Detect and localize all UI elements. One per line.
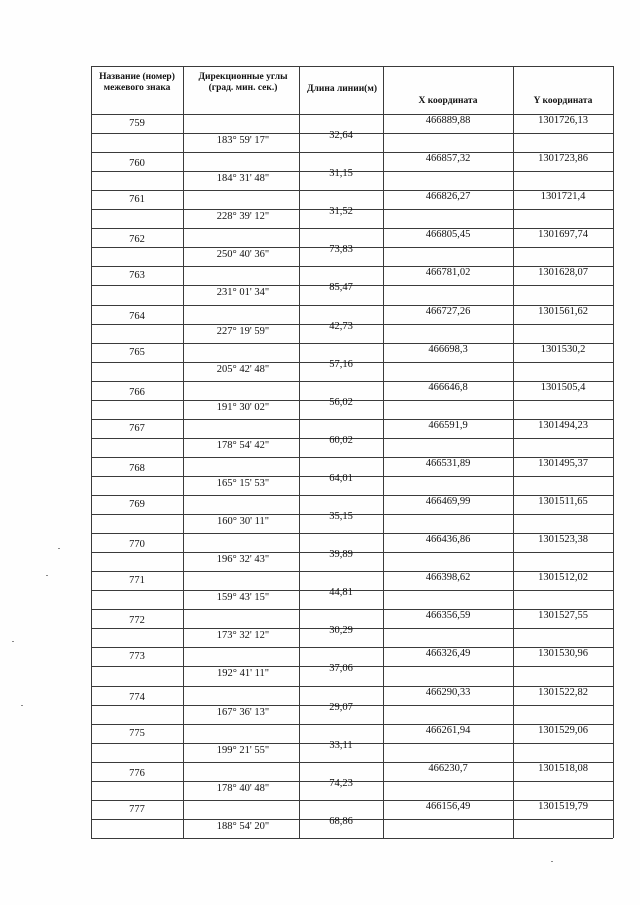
x-coordinate: 466156,49 <box>425 800 471 812</box>
y-coordinate: 1301697,74 <box>538 229 588 241</box>
x-coordinate: 466531,89 <box>425 457 471 469</box>
marker-number: 774 <box>129 691 145 703</box>
line-length: 64,01 <box>329 472 353 484</box>
x-coordinate: 466230,7 <box>428 762 468 774</box>
y-coordinate: 1301523,38 <box>538 534 588 546</box>
y-coordinate: 1301511,65 <box>538 496 588 507</box>
line-length: 60,02 <box>329 434 353 446</box>
x-coordinate: 466261,94 <box>425 724 471 736</box>
scan-speck <box>551 861 553 862</box>
line-length: 68,86 <box>329 815 353 827</box>
x-coordinate: 466436,86 <box>425 534 471 546</box>
marker-number: 773 <box>129 651 145 663</box>
column-border <box>513 66 514 838</box>
x-coordinate: 466698,3 <box>428 343 468 355</box>
y-coordinate: 1301519,79 <box>538 800 588 812</box>
marker-number: 762 <box>129 234 145 246</box>
header-angle: Дирекционные углы (град. мин. сек.) <box>198 72 288 93</box>
marker-number: 763 <box>129 270 145 282</box>
x-coordinate: 466356,59 <box>425 610 471 622</box>
x-coordinate: 466781,02 <box>425 267 471 279</box>
direction-angle: 191° 30' 02" <box>216 401 270 413</box>
x-coordinate: 466727,26 <box>425 305 471 317</box>
y-coordinate: 1301726,13 <box>538 115 588 126</box>
marker-number: 760 <box>129 158 145 170</box>
x-coordinate: 466591,9 <box>428 419 468 431</box>
y-coordinate: 1301561,62 <box>538 305 588 317</box>
line-length: 85,47 <box>329 282 353 294</box>
line-length: 56,02 <box>329 396 353 408</box>
line-length: 42,73 <box>329 320 353 332</box>
marker-number: 770 <box>129 539 145 551</box>
x-coordinate: 466290,33 <box>425 686 471 698</box>
direction-angle: 227° 19' 59" <box>216 325 270 337</box>
direction-angle: 188° 54' 20" <box>216 820 270 832</box>
column-border <box>613 66 614 838</box>
header-length: Длина линии(м) <box>307 84 377 94</box>
scan-speck <box>12 641 14 642</box>
y-coordinate: 1301505,4 <box>540 381 586 393</box>
x-coordinate: 466646,8 <box>428 381 468 393</box>
marker-number: 769 <box>129 499 145 510</box>
column-border <box>383 66 384 838</box>
line-length: 31,15 <box>329 168 353 180</box>
direction-angle: 196° 32' 43" <box>216 554 270 566</box>
x-coordinate: 466805,45 <box>425 229 471 241</box>
direction-angle: 159° 43' 15" <box>216 592 270 604</box>
line-length: 31,52 <box>329 206 353 218</box>
direction-angle: 205° 42' 48" <box>216 363 270 375</box>
direction-angle: 231° 01' 34" <box>216 287 270 299</box>
x-coordinate: 466857,32 <box>425 153 471 165</box>
coordinates-table <box>91 66 613 838</box>
y-coordinate: 1301723,86 <box>538 153 588 165</box>
marker-number: 777 <box>129 803 145 815</box>
column-border <box>299 66 300 838</box>
direction-angle: 167° 36' 13" <box>216 706 270 718</box>
marker-number: 761 <box>129 194 145 206</box>
y-coordinate: 1301527,55 <box>538 610 588 622</box>
y-coordinate: 1301522,82 <box>538 686 588 698</box>
marker-number: 776 <box>129 767 145 779</box>
line-length: 74,23 <box>329 777 353 789</box>
y-coordinate: 1301530,2 <box>540 343 586 355</box>
marker-number: 765 <box>129 346 145 358</box>
x-coordinate: 466326,49 <box>425 648 471 660</box>
marker-number: 775 <box>129 727 145 739</box>
direction-angle: 183° 59' 17" <box>216 135 270 147</box>
y-coordinate: 1301530,96 <box>538 648 588 660</box>
marker-number: 768 <box>129 462 145 474</box>
y-coordinate: 1301721,4 <box>540 191 586 203</box>
y-coordinate: 1301495,37 <box>538 457 588 469</box>
scan-speck <box>46 575 48 576</box>
line-length: 33,11 <box>329 739 353 751</box>
marker-number: 772 <box>129 615 145 627</box>
line-length: 39,89 <box>329 549 353 561</box>
direction-angle: 178° 54' 42" <box>216 439 270 451</box>
direction-angle: 192° 41' 11" <box>217 668 269 680</box>
marker-number: 766 <box>129 386 145 398</box>
direction-angle: 228° 39' 12" <box>216 211 270 223</box>
column-border <box>91 66 92 838</box>
y-coordinate: 1301494,23 <box>538 419 588 431</box>
marker-number: 767 <box>129 422 145 434</box>
line-length: 57,16 <box>329 358 353 370</box>
column-border <box>183 66 184 838</box>
y-coordinate: 1301512,02 <box>538 572 588 584</box>
y-coordinate: 1301628,07 <box>538 267 588 279</box>
x-coordinate: 466398,62 <box>425 572 471 584</box>
direction-angle: 160° 30' 11" <box>217 516 269 528</box>
header-x: X координата <box>418 96 478 106</box>
line-length: 29,07 <box>329 701 353 713</box>
line-length: 30,29 <box>329 625 353 637</box>
direction-angle: 165° 15' 53" <box>216 477 270 489</box>
line-length: 35,15 <box>329 511 353 523</box>
x-coordinate: 466469,99 <box>425 496 471 507</box>
direction-angle: 199° 21' 55" <box>216 744 270 756</box>
scan-speck <box>58 548 60 549</box>
marker-number: 759 <box>129 118 145 129</box>
direction-angle: 173° 32' 12" <box>216 630 270 642</box>
line-length: 37,06 <box>329 663 353 675</box>
direction-angle: 250° 40' 36" <box>216 249 270 261</box>
x-coordinate: 466826,27 <box>425 191 471 203</box>
header-y: Y координата <box>533 96 593 106</box>
marker-number: 764 <box>129 310 145 322</box>
y-coordinate: 1301518,08 <box>538 762 588 774</box>
scan-speck <box>21 705 23 706</box>
line-length: 32,64 <box>329 130 353 142</box>
direction-angle: 184° 31' 48" <box>216 173 270 185</box>
row-border <box>91 838 613 839</box>
header-name: Название (номер) межевого знака <box>99 72 175 93</box>
marker-number: 771 <box>129 575 145 587</box>
row-border <box>91 66 613 67</box>
y-coordinate: 1301529,06 <box>538 724 588 736</box>
x-coordinate: 466889,88 <box>425 115 471 126</box>
line-length: 44,81 <box>329 587 353 599</box>
direction-angle: 178° 40' 48" <box>216 782 270 794</box>
line-length: 73,83 <box>329 244 353 256</box>
